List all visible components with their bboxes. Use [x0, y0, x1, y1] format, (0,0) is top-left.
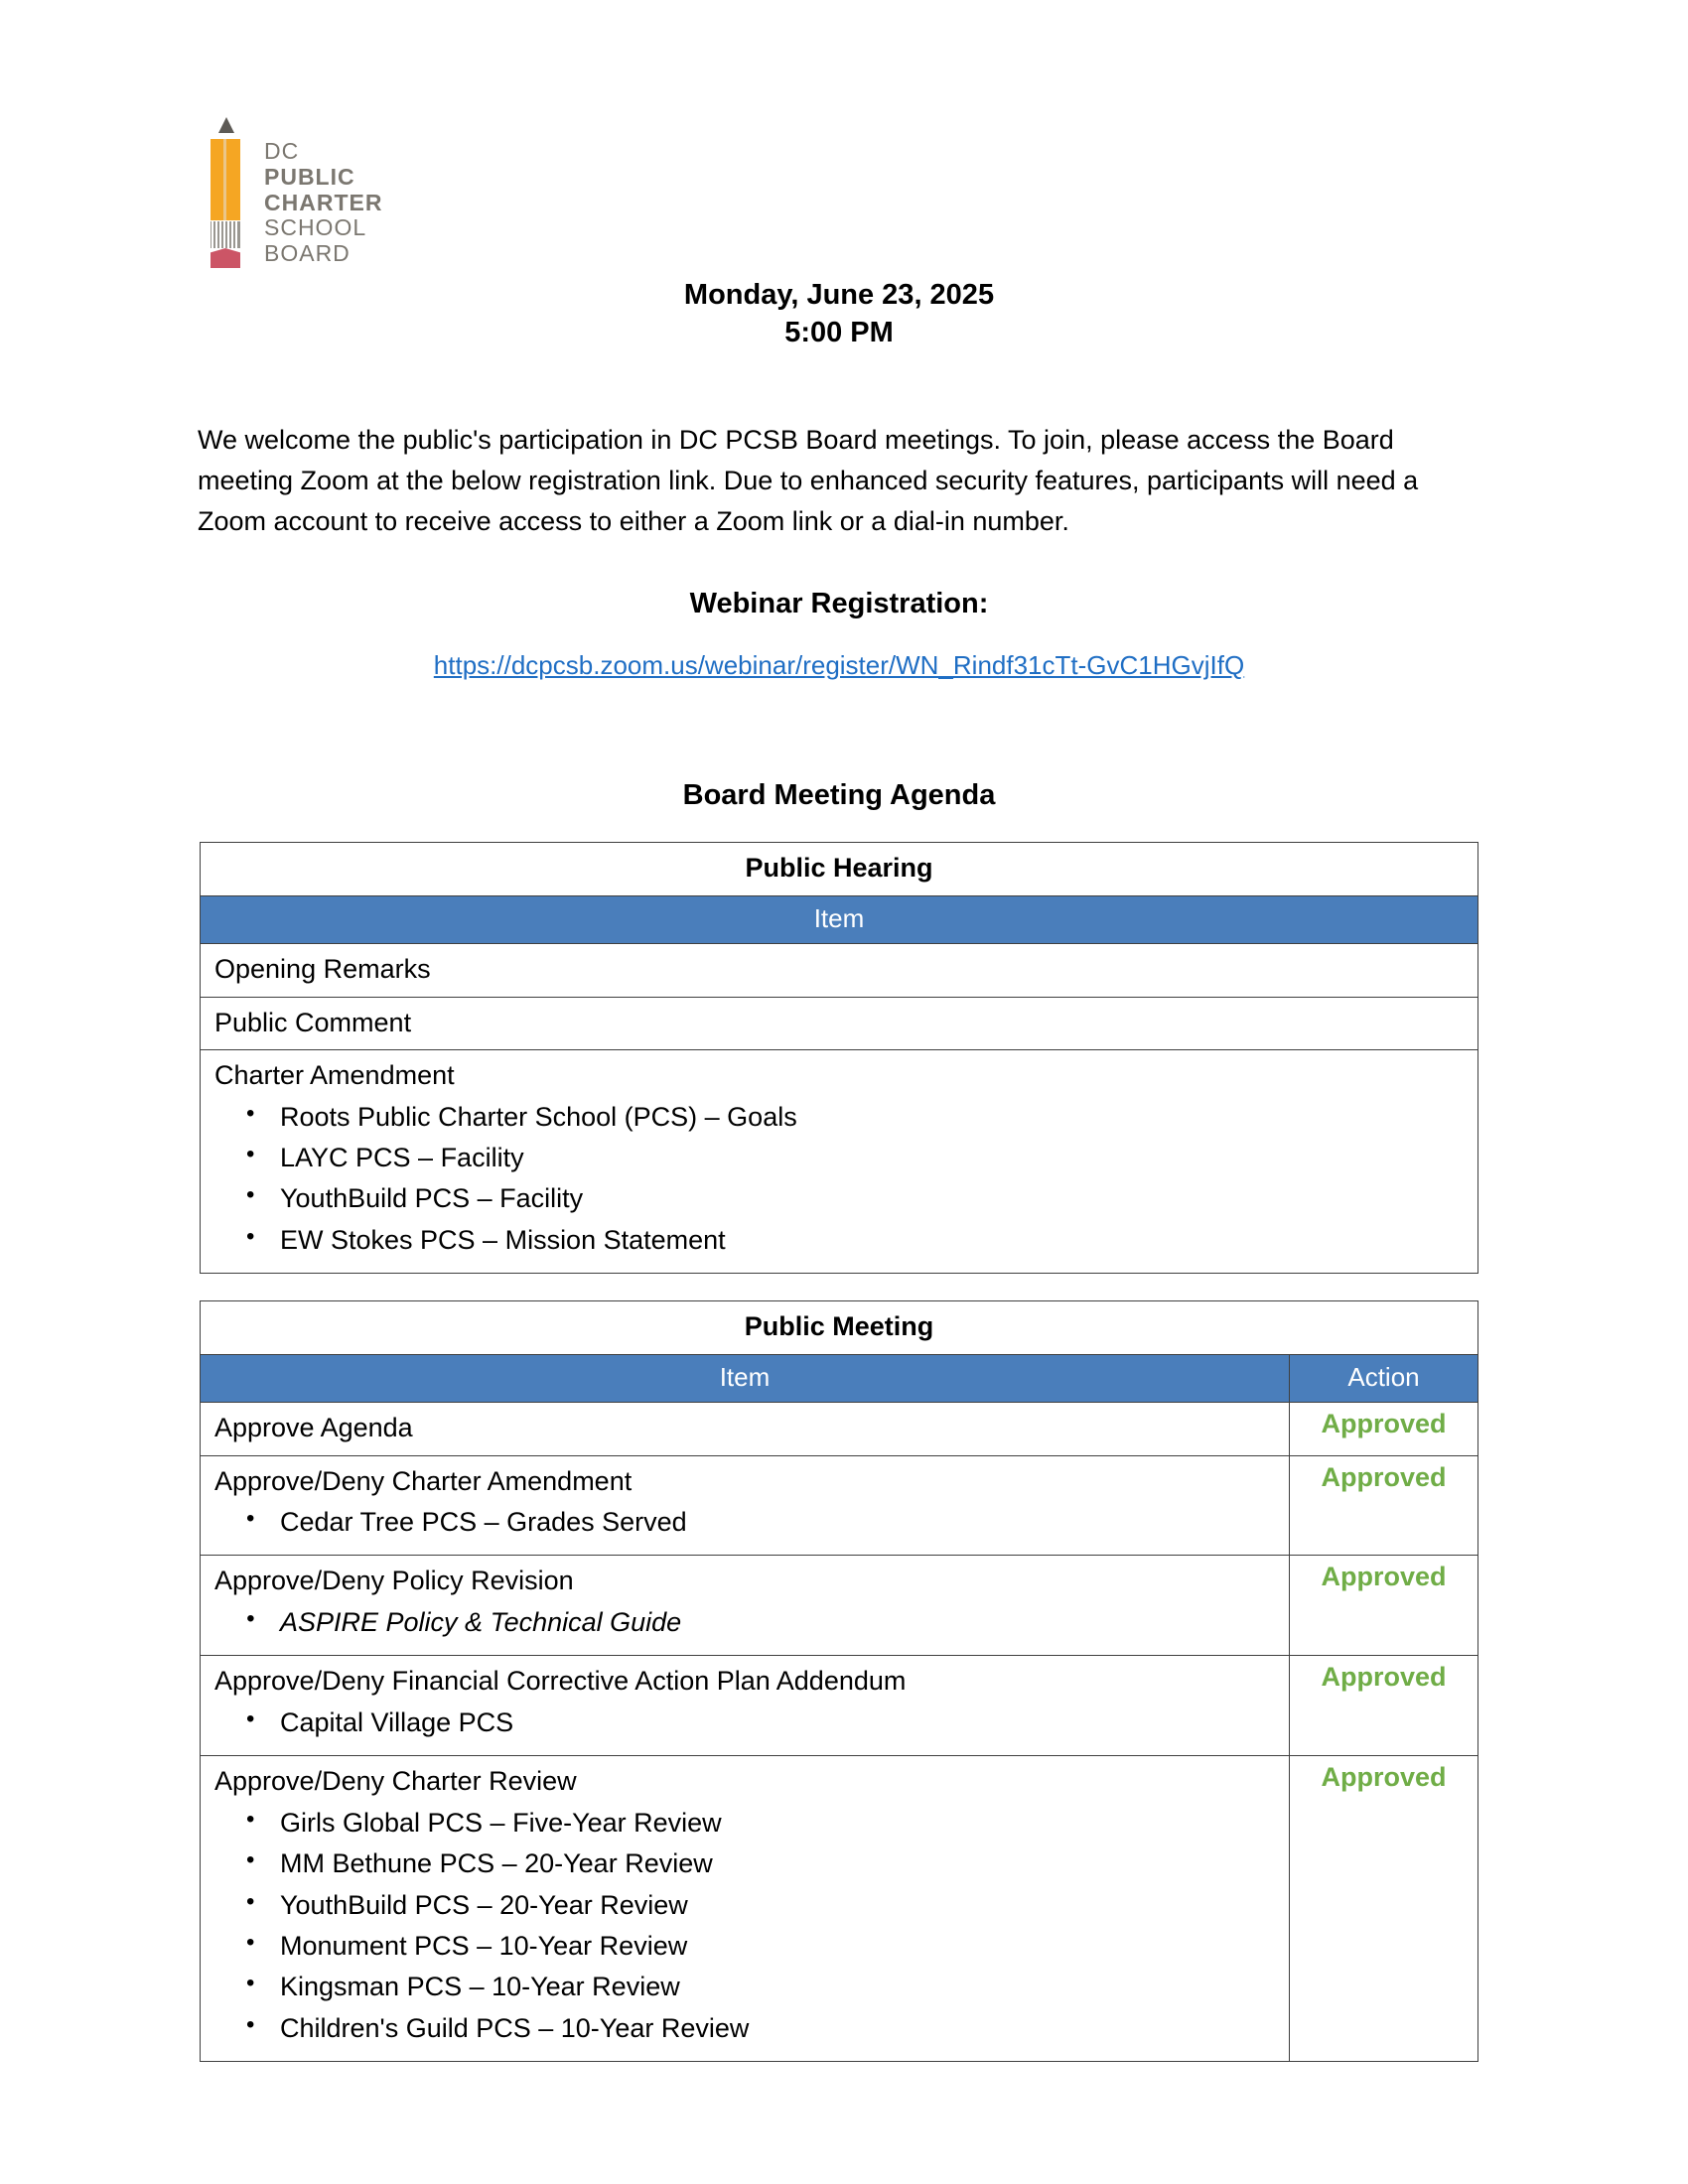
- agenda-sub-item-list: [214, 1502, 1279, 1543]
- agenda-sub-item: • Girls Global PCS – Five-Year Review: [280, 1803, 1279, 1843]
- agenda-item-cell: [201, 1455, 1290, 1556]
- intro-paragraph: We welcome the public's participation in DC PCSB Board meetings. To join, please access the Board meeting Zoom at the below registration link. Due to enhanced security features, participants will need a Zoom account to receive access to either a Zoom link or a dial-in number.: [198, 425, 1419, 537]
- column-header-action: Action: [1290, 1355, 1478, 1403]
- meeting-heading: [199, 276, 1479, 352]
- table-row: [201, 1455, 1478, 1556]
- webinar-link-container: [199, 650, 1479, 681]
- table-row: [201, 1403, 1478, 1456]
- pencil-stripe-icon: [223, 139, 226, 220]
- webinar-registration-link[interactable]: https://dcpcsb.zoom.us/webinar/register/WN_Rindf31cTt-GvC1HGvjIfQ: [433, 650, 1245, 680]
- table-row: [201, 944, 1478, 998]
- agenda-sub-item: • YouthBuild PCS – 20-Year Review: [280, 1885, 1279, 1926]
- agenda-item-cell: [201, 1656, 1290, 1756]
- agenda-sub-item: • Capital Village PCS: [280, 1703, 1279, 1743]
- action-status-badge: Approved: [1290, 1656, 1478, 1756]
- agenda-item-cell: [201, 1050, 1478, 1274]
- action-status-badge: Approved: [1290, 1455, 1478, 1556]
- agenda-item-label: Approve Agenda: [214, 1413, 413, 1442]
- table-row: [201, 1756, 1478, 2062]
- logo-line-public: PUBLIC: [264, 163, 355, 190]
- agenda-sub-item-list: [214, 1097, 1468, 1262]
- table-row: [201, 997, 1478, 1050]
- agenda-sub-item: • Cedar Tree PCS – Grades Served: [280, 1502, 1279, 1543]
- pencil-tip-icon: [218, 117, 234, 133]
- agenda-item-label: Opening Remarks: [214, 954, 431, 984]
- agenda-sub-item: • Children's Guild PCS – 10-Year Review: [280, 2008, 1279, 2049]
- pencil-eraser-icon: [211, 248, 240, 268]
- logo-wordmark: [264, 139, 382, 267]
- table-row: [201, 1556, 1478, 1656]
- agenda-sub-item: • Kingsman PCS – 10-Year Review: [280, 1967, 1279, 2007]
- table-row: [201, 1656, 1478, 1756]
- agenda-item-label: Approve/Deny Policy Revision: [214, 1566, 574, 1596]
- table-header-row: [201, 896, 1478, 944]
- agenda-item-label: Public Comment: [214, 1007, 412, 1037]
- action-status-badge: Approved: [1290, 1403, 1478, 1456]
- agenda-item-label: Charter Amendment: [214, 1060, 455, 1091]
- meeting-date: Monday, June 23, 2025: [683, 279, 995, 311]
- table-header-row: [201, 1355, 1478, 1403]
- table-title-row: [201, 1301, 1478, 1355]
- column-header-item: Item: [201, 1355, 1290, 1403]
- pencil-icon: [209, 117, 244, 274]
- table-title: Public Meeting: [201, 1301, 1478, 1355]
- action-status-badge: Approved: [1290, 1556, 1478, 1656]
- table-title: Public Hearing: [201, 843, 1478, 896]
- agenda-item-label: Approve/Deny Charter Review: [214, 1766, 577, 1797]
- column-header-item: Item: [201, 896, 1478, 944]
- public-meeting-table: [200, 1300, 1478, 2062]
- meeting-time: 5:00 PM: [784, 317, 894, 349]
- agenda-item-cell: [201, 1403, 1290, 1456]
- agenda-sub-item: • MM Bethune PCS – 20-Year Review: [280, 1843, 1279, 1884]
- agenda-sub-item: • YouthBuild PCS – Facility: [280, 1178, 1468, 1219]
- pencil-ferrule-icon: [211, 221, 240, 248]
- agenda-item-cell: [201, 997, 1478, 1050]
- agenda-sub-item: • EW Stokes PCS – Mission Statement: [280, 1220, 1468, 1261]
- agenda-sub-item: • Monument PCS – 10-Year Review: [280, 1926, 1279, 1967]
- agenda-item-label: Approve/Deny Charter Amendment: [214, 1465, 633, 1496]
- webinar-registration-heading: Webinar Registration:: [689, 588, 989, 619]
- agenda-title: Board Meeting Agenda: [682, 779, 996, 811]
- dcpcsb-logo: [209, 117, 437, 276]
- agenda-sub-item-list: [214, 1803, 1279, 2049]
- action-status-badge: Approved: [1290, 1756, 1478, 2062]
- agenda-item-cell: [201, 1556, 1290, 1656]
- agenda-item-cell: [201, 1756, 1290, 2062]
- logo-line-dc: DC: [264, 138, 300, 164]
- logo-line-charter: CHARTER: [264, 189, 383, 215]
- agenda-sub-item-list: [214, 1703, 1279, 1743]
- agenda-item-cell: [201, 944, 1478, 998]
- agenda-sub-item-list: [214, 1602, 1279, 1643]
- agenda-sub-item: • LAYC PCS – Facility: [280, 1138, 1468, 1178]
- agenda-item-label: Approve/Deny Financial Corrective Action Plan Addendum: [214, 1666, 907, 1697]
- table-title-row: [201, 843, 1478, 896]
- agenda-sub-item: • ASPIRE Policy & Technical Guide: [280, 1602, 1279, 1643]
- logo-line-board: BOARD: [264, 240, 351, 266]
- table-row: [201, 1050, 1478, 1274]
- agenda-sub-item: • Roots Public Charter School (PCS) – Goals: [280, 1097, 1468, 1138]
- public-hearing-table: [200, 842, 1478, 1274]
- logo-line-school: SCHOOL: [264, 214, 367, 241]
